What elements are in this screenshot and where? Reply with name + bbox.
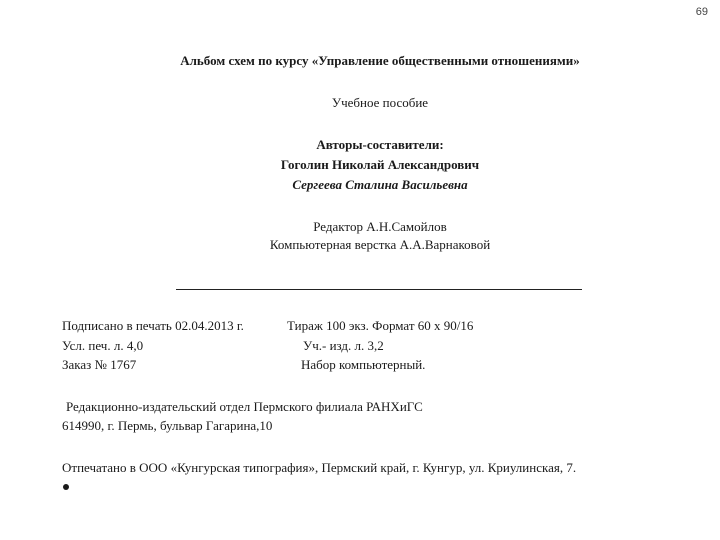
publisher-department: Редакционно-издательский отдел Пермского филиала РАНХиГС [66, 399, 423, 414]
document-subtitle: Учебное пособие [331, 95, 429, 110]
bullet-dot [63, 484, 69, 490]
circulation-format: Тираж 100 экз. Формат 60 х 90/16 [287, 318, 474, 333]
author-name-2: Сергеева Сталина Васильевна [292, 177, 468, 192]
editor-credit: Редактор А.Н.Самойлов [313, 219, 447, 234]
order-number: Заказ № 1767 [62, 357, 137, 372]
authors-heading: Авторы-составители: [316, 137, 444, 152]
layout-credit: Компьютерная верстка А.А.Варнаковой [269, 237, 491, 252]
typeset-note: Набор компьютерный. [301, 357, 426, 372]
horizontal-rule [176, 289, 582, 290]
signed-for-print: Подписано в печать 02.04.2013 г. [62, 318, 244, 333]
printer-info: Отпечатано в ООО «Кунгурская типография», Пермский край, г. Кунгур, ул. Криулинская, 7. [62, 460, 577, 475]
document-title: Альбом схем по курсу «Управление общественными отношениями» [180, 53, 580, 68]
publisher-sheets: Уч.- изд. л. 3,2 [303, 338, 384, 353]
author-name-1: Гоголин Николай Александрович [280, 157, 480, 172]
page-number: 69 [695, 6, 708, 18]
publisher-address: 614990, г. Пермь, бульвар Гагарина,10 [62, 418, 273, 433]
print-sheets: Усл. печ. л. 4,0 [62, 338, 144, 353]
